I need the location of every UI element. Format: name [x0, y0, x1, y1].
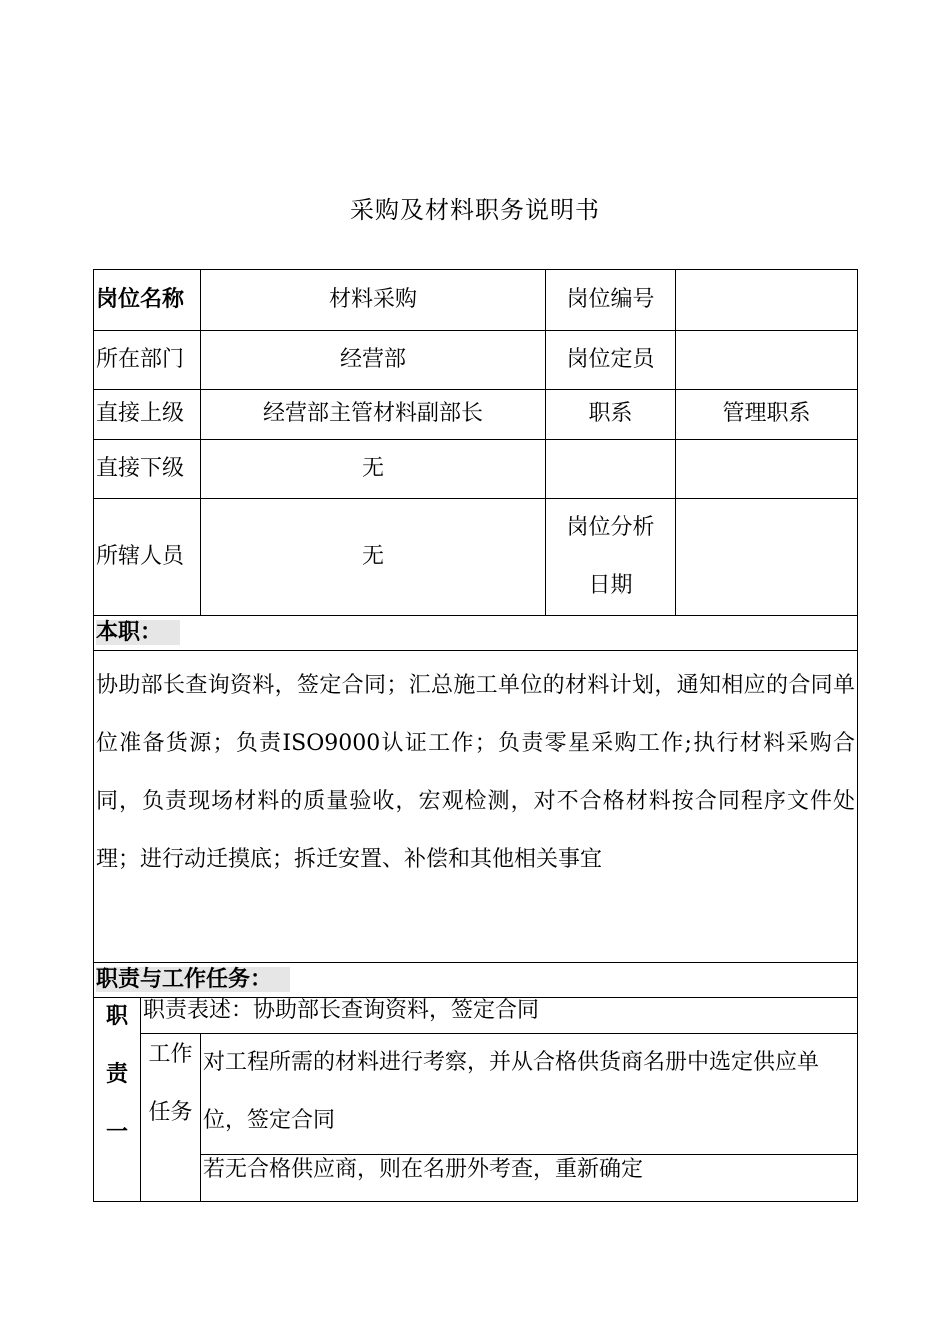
label-department: 所在部门 [94, 331, 201, 390]
label-post-number: 岗位编号 [546, 270, 676, 331]
empty-cell-a [546, 440, 676, 499]
label-analysis-date [546, 499, 676, 616]
row-duty-text [94, 651, 858, 963]
task-label-line2: 任务 [148, 1100, 193, 1125]
row-superior [94, 390, 858, 440]
tasks-heading: 职责与工作任务： [96, 967, 290, 992]
value-superior: 经营部主管材料副部长 [201, 390, 546, 440]
job-description-table [93, 269, 858, 1202]
row-task-item-2 [94, 1155, 858, 1202]
responsibility-char-1: 职 [105, 1004, 128, 1029]
responsibility-statement: 职责表述：协助部长查询资料，签定合同 [141, 998, 858, 1034]
duty-text: 协助部长查询资料，签定合同；汇总施工单位的材料计划，通知相应的合同单位准备货源；负责ISO9000认证工作；负责零星采购工作;执行材料采购合同，负责现场材料的质量验收，宏观检测，对不合格材料按合同程序文件处理；进行动迁摸底；拆迁安置、补偿和其他相关事宜 [94, 651, 858, 963]
row-department [94, 331, 858, 390]
value-job-family: 管理职系 [676, 390, 858, 440]
value-department: 经营部 [201, 331, 546, 390]
label-analysis-date-line1: 岗位分析 [566, 515, 655, 540]
empty-cell-b [676, 440, 858, 499]
row-post-name [94, 270, 858, 331]
value-subordinate: 无 [201, 440, 546, 499]
label-analysis-date-line2: 日期 [588, 573, 633, 598]
label-post-quota: 岗位定员 [546, 331, 676, 390]
responsibility-label [94, 998, 141, 1202]
value-analysis-date [676, 499, 858, 616]
document-title: 采购及材料职务说明书 [350, 196, 600, 224]
responsibility-char-2: 责 [105, 1062, 128, 1087]
label-staff: 所辖人员 [94, 499, 201, 616]
value-staff: 无 [201, 499, 546, 616]
responsibility-char-3: 一 [105, 1120, 128, 1145]
duty-heading: 本职： [96, 620, 180, 645]
label-job-family: 职系 [546, 390, 676, 440]
value-post-number [676, 270, 858, 331]
row-staff [94, 499, 858, 616]
label-superior: 直接上级 [94, 390, 201, 440]
task-label-line1: 工作 [148, 1042, 193, 1067]
duty-heading-cell [94, 616, 858, 651]
task-item-2: 若无合格供应商，则在名册外考查，重新确定 [201, 1155, 858, 1202]
tasks-heading-cell [94, 963, 858, 998]
task-label [141, 1034, 201, 1202]
value-post-quota [676, 331, 858, 390]
row-task-item-1 [94, 1034, 858, 1155]
row-tasks-heading [94, 963, 858, 998]
row-subordinate [94, 440, 858, 499]
task-item-1: 对工程所需的材料进行考察，并从合格供货商名册中选定供应单位，签定合同 [201, 1034, 858, 1155]
label-post-name: 岗位名称 [94, 270, 201, 331]
row-duty-heading [94, 616, 858, 651]
label-subordinate: 直接下级 [94, 440, 201, 499]
value-post-name: 材料采购 [201, 270, 546, 331]
row-responsibility-statement [94, 998, 858, 1034]
